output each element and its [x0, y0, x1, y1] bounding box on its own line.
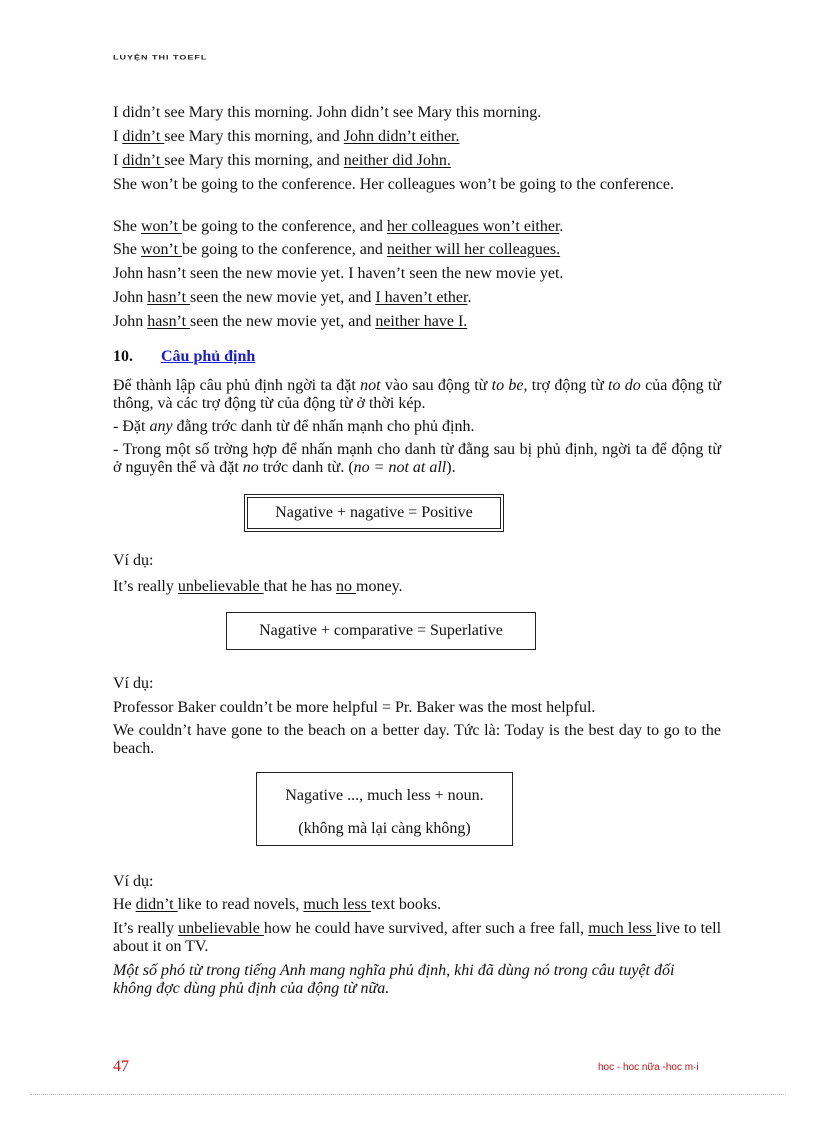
example-line: Professor Baker couldn’t be more helpful = Pr. Baker was the most helpful. [113, 699, 596, 716]
example-line: It’s really unbelievable that he has no money. [113, 578, 403, 595]
example-line: I didn’t see Mary this morning, and neither did John. [113, 152, 451, 169]
page-divider [30, 1094, 786, 1095]
formula-box [256, 772, 513, 846]
example-label: Ví dụ: [113, 552, 154, 569]
example-line: I didn’t see Mary this morning. John didn’t see Mary this morning. [113, 104, 542, 121]
formula-box: Nagative + nagative = Positive [244, 494, 504, 532]
example-line: John hasn’t seen the new movie yet, and I haven’t ether. [113, 289, 472, 306]
example-line: We couldn’t have gone to the beach on a better day. Tức là: Today is the best day to go to the beach. [113, 722, 721, 757]
example-line: John hasn’t seen the new movie yet. I haven’t seen the new movie yet. [113, 265, 564, 282]
example-line: It’s really unbelievable how he could have survived, after such a free fall, much less live to tell about it on TV. [113, 920, 722, 955]
note-paragraph: Một số phó từ trong tiếng Anh mang nghĩa phủ định, khi đã dùng nó trong câu tuyệt đối không đợc dùng phủ định của động từ nữa. [113, 962, 675, 997]
example-line: She won’t be going to the conference. Her colleagues won’t be going to the conference. [113, 176, 674, 193]
example-line: She won’t be going to the conference, and her colleagues won’t either. [113, 218, 564, 235]
running-header: LUYỆN THI TOEFL [113, 54, 208, 61]
rule-paragraph: Để thành lập câu phủ định ngời ta đặt not vào sau động từ to be, trợ động từ to do của động từ thông, và các trợ động từ của động từ ở thời kép. [113, 377, 722, 412]
formula-box: Nagative + comparative = Superlative [226, 612, 536, 650]
example-line: He didn’t like to read novels, much less text books. [113, 896, 442, 913]
footer-slogan: hoc - hoc nữa -hoc m·i [598, 1062, 699, 1073]
example-label: Ví dụ: [113, 873, 154, 890]
formula-translation: (không mà lại càng không) [298, 820, 471, 837]
rule-paragraph: - Đặt any đằng trớc danh từ để nhấn mạnh cho phủ định. [113, 418, 475, 435]
example-line: I didn’t see Mary this morning, and John didn’t either. [113, 128, 460, 145]
section-heading [113, 348, 255, 366]
example-line: John hasn’t seen the new movie yet, and neither have I. [113, 313, 468, 330]
rule-paragraph: - Trong một số trờng hợp để nhấn mạnh cho danh từ đằng sau bị phủ định, ngời ta để động từ ở nguyên thể và đặt no trớc danh từ. (no = not at all). [113, 441, 721, 476]
section-title-link[interactable]: Câu phủ định [161, 348, 256, 365]
example-label: Ví dụ: [113, 675, 154, 692]
section-number: 10. [113, 348, 133, 365]
page-number: 47 [113, 1058, 129, 1075]
formula-line: Nagative ..., much less + noun. [285, 787, 484, 804]
example-line: She won’t be going to the conference, and neither will her colleagues. [113, 241, 561, 258]
